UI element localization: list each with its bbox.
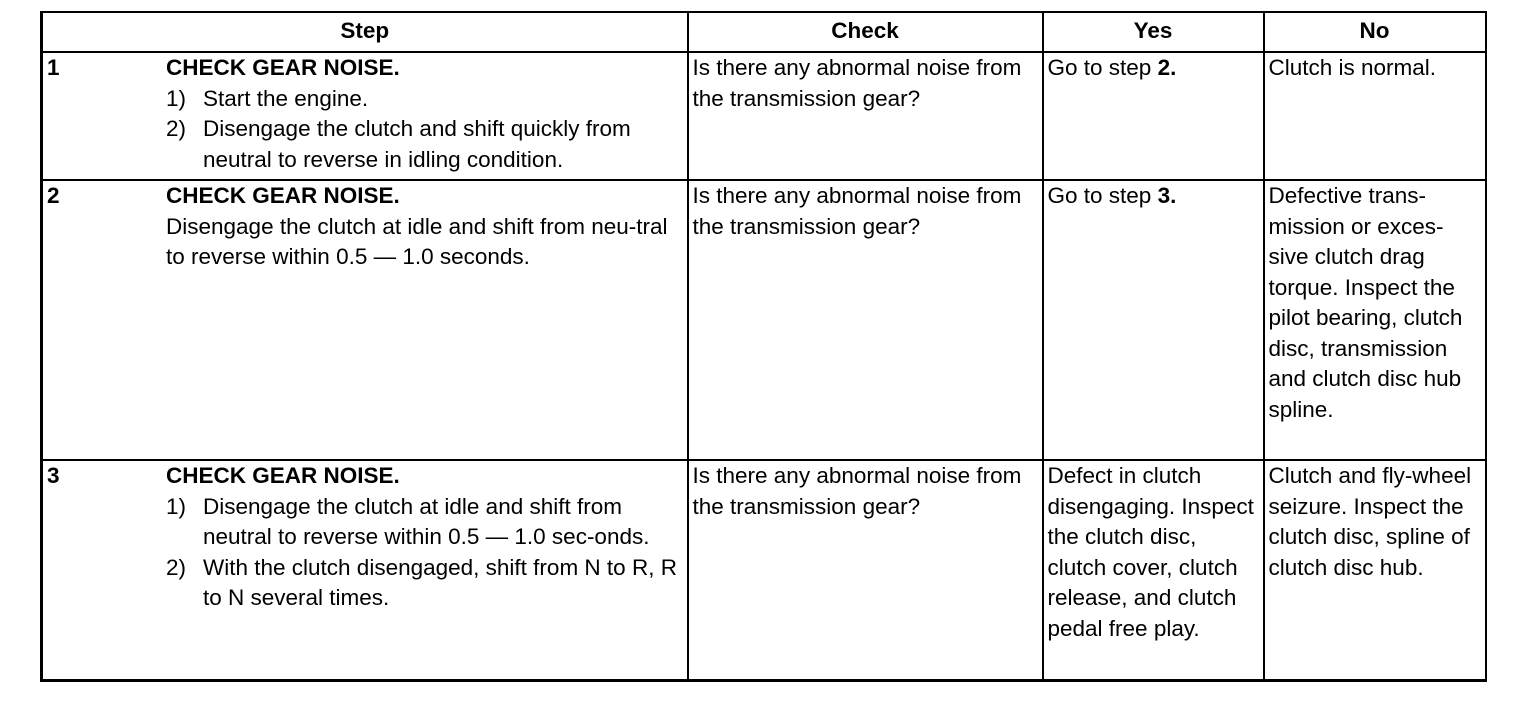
step-number: 2: [47, 183, 60, 208]
step-item-number: 1): [166, 493, 187, 519]
step-item-number: 2): [166, 554, 187, 580]
table-row: [42, 460, 1486, 680]
header-check: Check: [688, 12, 1043, 52]
table-row: [42, 52, 1486, 180]
step-item-number: 1): [166, 85, 187, 111]
no-cell: Clutch and fly-wheel seizure. Inspect the clutch disc, spline of clutch disc hub.: [1264, 460, 1486, 680]
yes-cell: [1043, 52, 1264, 180]
no-cell: Clutch is normal.: [1264, 52, 1486, 180]
diagnostic-table: [40, 11, 1487, 682]
step-title: CHECK GEAR NOISE.: [166, 183, 400, 208]
no-cell: Defective trans-mission or exces-sive clutch drag torque. Inspect the pilot bearing, clutch disc, transmission and clutch disc hub spline.: [1264, 180, 1486, 460]
step-number: 1: [47, 55, 60, 80]
yes-cell: Defect in clutch disengaging. Inspect the clutch disc, clutch cover, clutch release, and clutch pedal free play.: [1043, 460, 1264, 680]
step-title: CHECK GEAR NOISE.: [166, 55, 400, 80]
step-item-text: Disengage the clutch at idle and shift from neutral to reverse within 0.5 — 1.0 sec-onds.: [203, 493, 650, 549]
table-row: [42, 180, 1486, 460]
step-cell: [42, 460, 688, 680]
check-cell: Is there any abnormal noise from the transmission gear?: [688, 460, 1043, 680]
step-cell: [42, 52, 688, 180]
step-cell: [42, 180, 688, 460]
yes-step-ref: 3.: [1157, 183, 1177, 208]
step-body-text: Disengage the clutch at idle and shift from neu-tral to reverse within 0.5 — 1.0 seconds.: [166, 213, 668, 269]
table-header-row: [42, 12, 1486, 52]
check-cell: Is there any abnormal noise from the transmission gear?: [688, 52, 1043, 180]
step-item-number: 2): [166, 116, 187, 141]
step-item-text: With the clutch disengaged, shift from N to R, R to N several times.: [203, 554, 677, 610]
yes-prefix: Go to step: [1047, 55, 1158, 80]
yes-cell: [1043, 180, 1264, 460]
check-cell: Is there any abnormal noise from the transmission gear?: [688, 180, 1043, 460]
step-item: [166, 553, 681, 614]
step-item: [166, 84, 681, 115]
header-no: No: [1264, 12, 1486, 52]
step-title: CHECK GEAR NOISE.: [166, 463, 400, 488]
step-number: 3: [47, 463, 60, 488]
header-step: Step: [42, 12, 688, 52]
yes-step-ref: 2.: [1157, 55, 1177, 80]
header-yes: Yes: [1043, 12, 1264, 52]
step-item: [166, 114, 681, 175]
step-item-text: Start the engine.: [203, 85, 369, 111]
step-item-text: Disengage the clutch and shift quickly from neutral to reverse in idling condition.: [203, 116, 631, 172]
yes-prefix: Go to step: [1047, 183, 1158, 208]
step-item: [166, 492, 681, 553]
